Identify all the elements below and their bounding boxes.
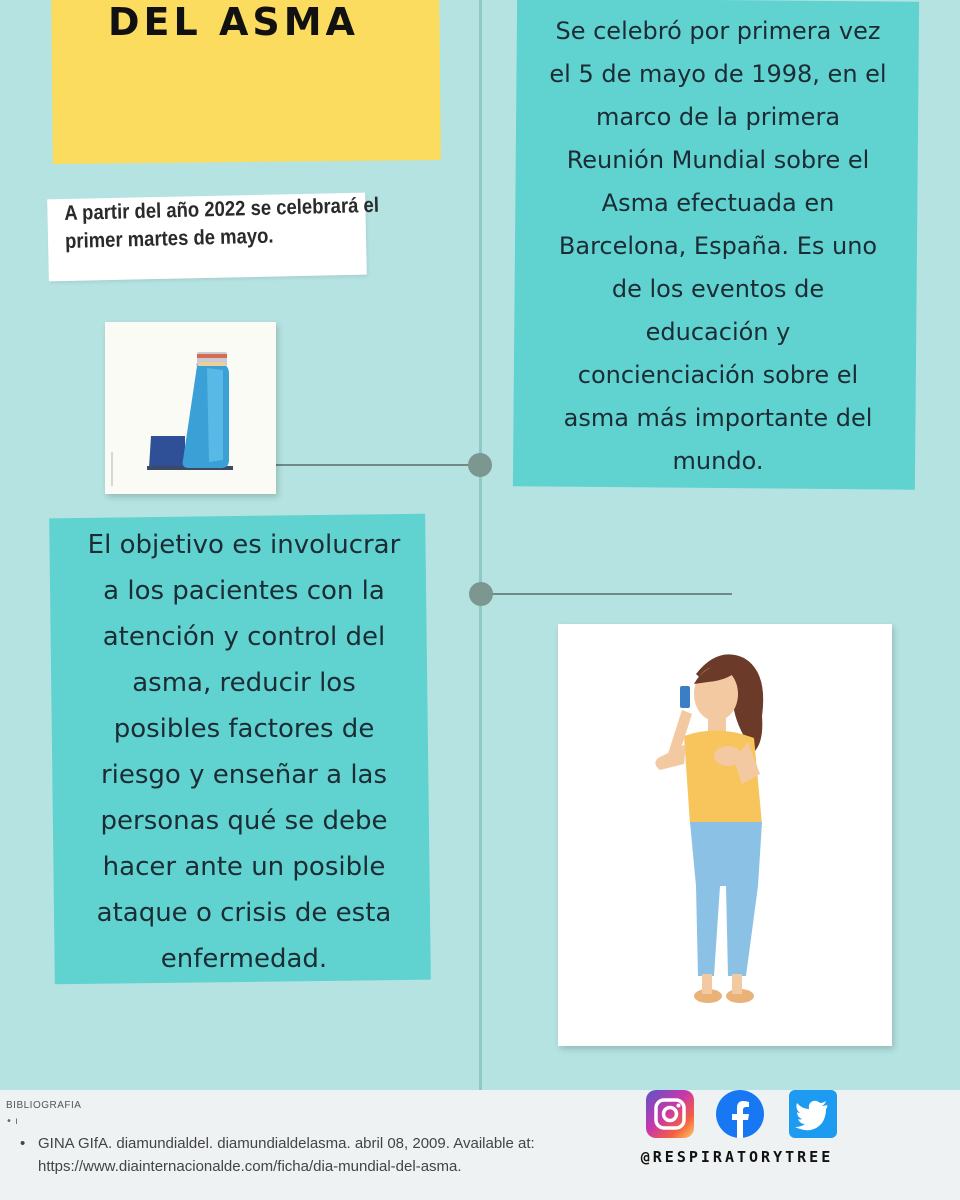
bibliography-list [20,1132,580,1178]
woman-inhaler-illustration [558,624,892,1046]
date-note-text: A partir del año 2022 se celebrará el primer martes de mayo. [64,193,380,253]
timeline-branch-top [276,464,480,466]
bibliography-marks: • ı [6,1116,18,1127]
facebook-icon[interactable] [716,1090,764,1138]
social-handle: @RESPIRATORYTREE [640,1148,834,1166]
history-line: asma más importante del [563,404,873,432]
timeline-branch-bottom [480,593,732,595]
timeline-dot-bottom [469,582,493,606]
history-line: Se celebró por primera vez [555,17,881,45]
objective-line: posibles factores de [113,714,375,744]
objective-line: personas qué se debe [100,806,388,836]
objective-line: atención y control del [102,622,386,652]
history-line: de los eventos de [611,275,825,303]
history-line: concienciación sobre el [577,361,859,389]
history-line: Reunión Mundial sobre el [566,146,870,174]
history-line: educación y [645,318,791,346]
inhaler-image [105,322,276,494]
objective-line: El objetivo es involucrar [87,530,401,560]
instagram-icon[interactable] [646,1090,694,1138]
twitter-icon[interactable] [789,1090,837,1138]
history-card-text [518,10,918,483]
objective-line: riesgo y enseñar a las [100,760,388,790]
objective-line: enfermedad. [160,944,328,974]
objective-line: asma, reducir los [132,668,356,698]
inhaler-icon [105,322,276,494]
bibliography-title: BIBLIOGRAFIA [6,1100,82,1111]
woman-using-inhaler-image [558,624,892,1046]
objective-card-text [52,522,436,982]
history-line: marco de la primera [595,103,841,131]
history-line: Barcelona, España. Es uno [558,232,878,260]
history-line: Asma efectuada en [601,189,835,217]
objective-line: ataque o crisis de esta [96,898,392,928]
page-title: DEL ASMA [108,0,359,44]
bibliography-entry: • GINA GIfA. diamundialdel. diamundialdelasma. abril 08, 2009. Available at: https://www.diainternacionalde.com/ficha/dia-mundial-del-asma. [20,1132,580,1178]
timeline-line [479,0,482,1090]
history-line: mundo. [672,447,764,475]
objective-line: a los pacientes con la [103,576,385,606]
timeline-dot-top [468,453,492,477]
objective-line: hacer ante un posible [102,852,386,882]
history-line: el 5 de mayo de 1998, en el [549,60,887,88]
